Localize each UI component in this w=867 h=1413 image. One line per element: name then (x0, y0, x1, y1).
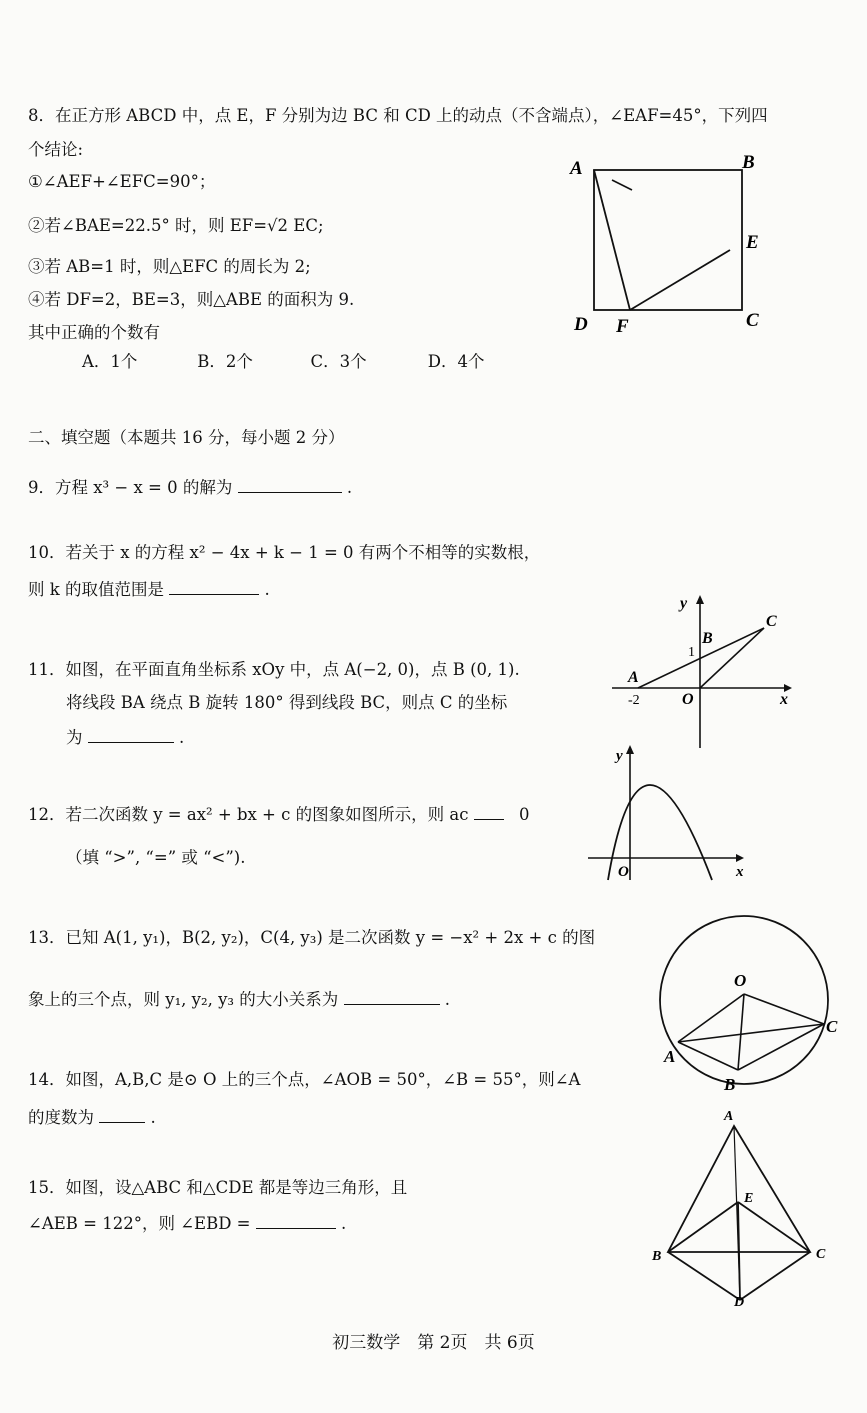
label-e: E (744, 1191, 754, 1206)
q12-line2: （填 “>”, “=” 或 “<”). (66, 848, 246, 867)
label-b: B (742, 152, 755, 173)
q15-figure (648, 1104, 838, 1318)
q14-figure (656, 914, 846, 1098)
square-abcd (594, 170, 742, 310)
segment-ec (738, 1202, 810, 1252)
segment-ae-partial (612, 180, 632, 190)
q11-prompt: 为 (66, 728, 83, 747)
q8-conclusion-3: ③若 AB=1 时，则△EFC 的周长为 2; (28, 257, 311, 276)
segment-bd (668, 1252, 740, 1300)
q8-option-c: C．3个 (310, 352, 367, 371)
q12-answer-blank[interactable] (474, 803, 504, 820)
q11-line3 (66, 726, 184, 748)
label-a: A (724, 1109, 734, 1124)
label-b: B (702, 630, 713, 647)
q12-line1 (28, 803, 529, 825)
q13-answer-blank[interactable] (344, 988, 440, 1005)
page-footer: 初三数学 第 2页 共 6页 (332, 1333, 535, 1353)
label-one: 1 (688, 645, 695, 660)
q8-conclusion-2: ②若∠BAE=22.5° 时，则 EF=√2 EC; (28, 216, 324, 235)
q11-line2: 将线段 BA 绕点 B 旋转 180° 得到线段 BC，则点 C 的坐标 (66, 693, 508, 712)
segment-ed (738, 1202, 740, 1300)
q8-options (82, 352, 484, 372)
segment-ob (738, 994, 744, 1070)
q8-option-a: A．1个 (82, 352, 138, 371)
q8-conclusion-1: ①∠AEF+∠EFC=90°； (28, 172, 216, 191)
q15-answer-blank[interactable] (256, 1212, 336, 1229)
label-y: y (616, 748, 623, 764)
label-minus2: -2 (628, 693, 640, 708)
q15-prompt: ∠AEB = 122°，则 ∠EBD = (28, 1214, 251, 1233)
q13-prompt: 象上的三个点，则 y₁, y₂, y₃ 的大小关系为 (28, 990, 339, 1009)
segment-ab (678, 1042, 738, 1070)
segment-cd (740, 1252, 810, 1300)
y-axis-arrow (696, 595, 704, 604)
label-b: B (652, 1249, 662, 1264)
q8-square-diagram (560, 150, 780, 340)
q13-end: . (444, 990, 451, 1009)
q9-end: . (346, 478, 353, 497)
segment-be (668, 1202, 738, 1252)
q12-parabola-diagram (584, 740, 754, 890)
q9-text: 9．方程 x³ − x = 0 的解为 (28, 478, 233, 497)
q15-triangle-diagram (648, 1104, 838, 1314)
section2-title: 二、填空题（本题共 16 分，每小题 2 分） (28, 428, 345, 447)
q12-figure (584, 740, 754, 894)
q8-option-b: B．2个 (197, 352, 253, 371)
x-axis-arrow (736, 854, 744, 862)
q10-prompt: 则 k 的取值范围是 (28, 580, 164, 599)
q8-figure (560, 150, 780, 344)
q9-answer-blank[interactable] (238, 476, 342, 493)
q9 (28, 476, 352, 498)
segment-ac (638, 628, 764, 688)
label-b: B (724, 1075, 736, 1094)
q8-question: 其中正确的个数有 (28, 323, 160, 342)
label-f: F (616, 316, 629, 337)
q8-option-d: D．4个 (427, 352, 485, 371)
q8-conclusion-4: ④若 DF=2，BE=3，则△ABE 的面积为 9. (28, 290, 355, 309)
segment-bc (738, 1024, 824, 1070)
label-d: D (574, 314, 588, 335)
label-x: x (780, 691, 788, 708)
label-y: y (680, 595, 688, 612)
label-o: O (618, 864, 629, 880)
q11-answer-blank[interactable] (88, 726, 174, 743)
label-c: C (826, 1017, 838, 1036)
label-a: A (570, 158, 583, 179)
q11-figure (604, 590, 804, 754)
q10-line1: 10．若关于 x 的方程 x² − 4x + k − 1 = 0 有两个不相等的实数根， (28, 543, 541, 562)
q14-circle-diagram (656, 914, 846, 1094)
q10-line2 (28, 578, 270, 600)
q13-line2 (28, 988, 450, 1010)
q14-answer-blank[interactable] (99, 1106, 145, 1123)
q12-zero: 0 (518, 805, 530, 824)
label-o: O (734, 971, 747, 990)
q8-stem-line2: 个结论: (28, 140, 84, 159)
q11-end: . (179, 728, 185, 747)
q15-end: . (341, 1214, 347, 1233)
y-axis-arrow (626, 745, 634, 754)
label-a: A (664, 1047, 676, 1066)
q8-stem-line1: 8．在正方形 ABCD 中，点 E，F 分别为边 BC 和 CD 上的动点（不含端点），∠EAF=45°，下列四 (28, 106, 768, 125)
q15-line2 (28, 1212, 346, 1234)
q13-line1: 13．已知 A(1, y₁)，B(2, y₂)，C(4, y₃) 是二次函数 y = −x² + 2x + c 的图 (28, 928, 596, 947)
q11-line1: 11．如图，在平面直角坐标系 xOy 中，点 A(−2, 0)，点 B (0, 1). (28, 660, 520, 679)
q12-prompt: 12．若二次函数 y = ax² + bx + c 的图象如图所示，则 ac (28, 805, 469, 824)
label-c: C (816, 1247, 826, 1262)
q14-line2 (28, 1106, 156, 1128)
label-e: E (746, 232, 759, 253)
label-o: O (682, 691, 694, 708)
label-d: D (734, 1295, 745, 1310)
q10-answer-blank[interactable] (169, 578, 259, 595)
q11-coordinate-diagram (604, 590, 804, 750)
q14-end: . (150, 1108, 156, 1127)
segment-af (594, 170, 630, 310)
q14-prompt: 的度数为 (28, 1108, 94, 1127)
q10-end: . (264, 580, 270, 599)
q15-line1: 15．如图，设△ABC 和△CDE 都是等边三角形，且 (28, 1178, 408, 1197)
segment-oc (744, 994, 824, 1024)
segment-fe (630, 250, 730, 310)
label-a: A (628, 669, 639, 686)
label-c: C (746, 310, 759, 331)
label-x: x (736, 864, 744, 880)
label-c: C (766, 613, 777, 630)
q14-line1: 14．如图，A,B,C 是⊙ O 上的三个点，∠AOB = 50°，∠B = 55°，则∠A (28, 1070, 581, 1089)
